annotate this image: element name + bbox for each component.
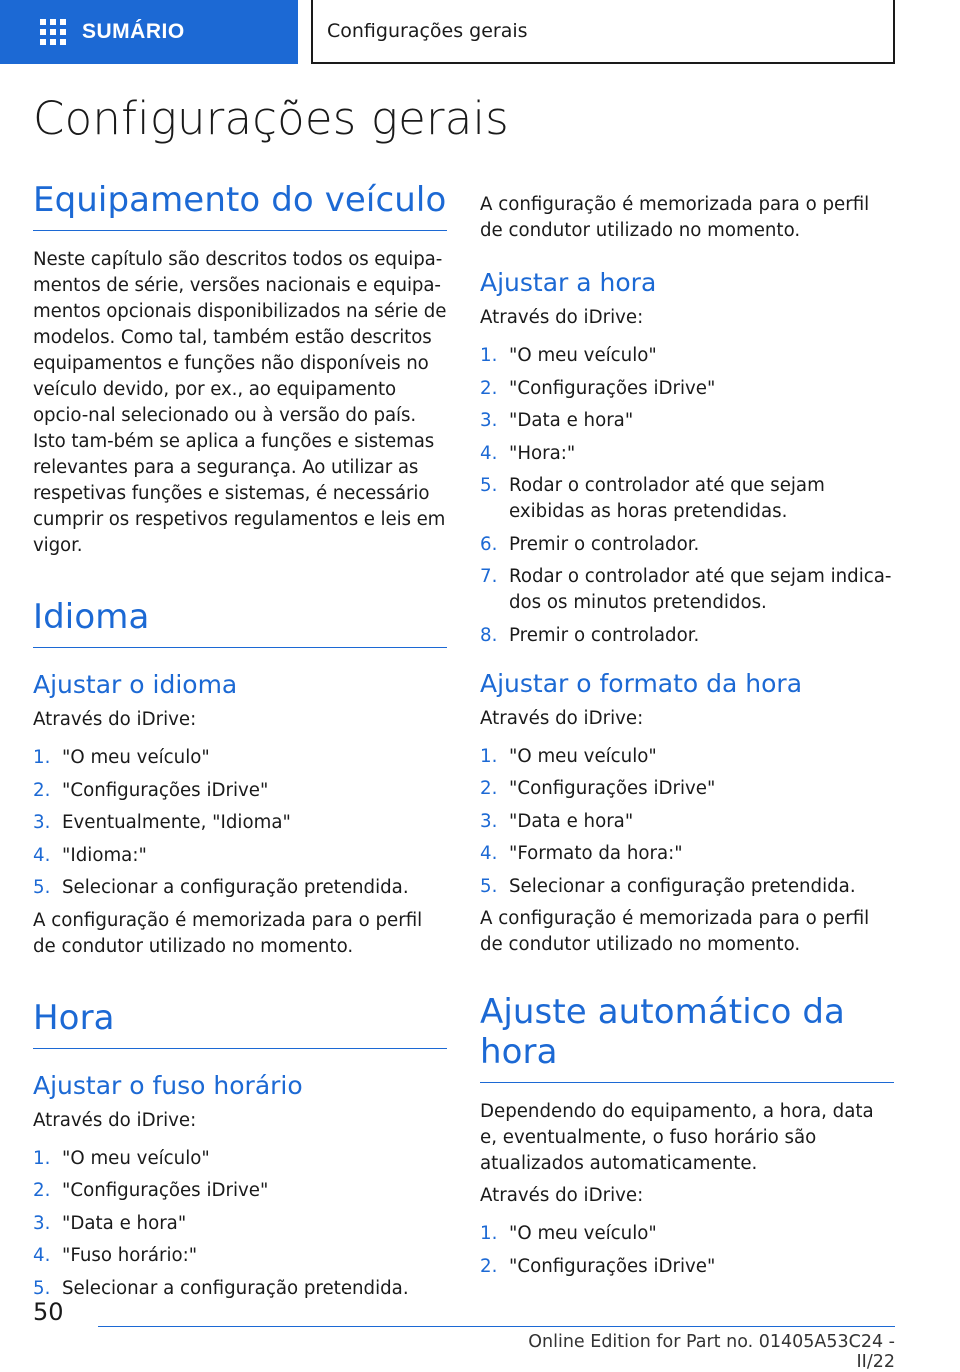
step-text: "Data e hora" [62,1212,187,1234]
step-number: 2. [480,377,498,399]
step-text: Premir o controlador. [509,624,700,646]
step-number: 5. [33,877,51,898]
step-number: 4. [33,1245,51,1266]
list-item [33,1178,447,1204]
heading-hora: Hora [33,998,447,1049]
fuso-steps [33,1146,447,1302]
step-number: 2. [33,779,51,801]
step-text: "Configurações iDrive" [509,778,716,799]
formato-steps [480,744,894,900]
edition-text: Online Edition for Part no. 01405A53C24 - II/22 [528,1332,895,1372]
list-item [480,564,894,616]
list-item [33,1146,447,1172]
step-number: 2. [480,778,498,799]
step-text: "O meu veículo" [509,1223,657,1244]
page-title: Configurações gerais [33,92,509,145]
step-number: 3. [33,1212,51,1234]
list-item [480,1254,894,1280]
step-text: "O meu veículo" [62,1147,210,1169]
footer-divider [98,1326,895,1327]
step-text: "O meu veículo" [509,345,657,366]
heading-idioma: Idioma [33,597,447,648]
step-text: "Configurações iDrive" [62,779,269,801]
list-item [480,343,894,369]
idioma-note: A configuração é memorizada para o perfil de condutor utilizado no momento. [33,909,423,957]
idioma-intro: Através do iDrive: [33,709,197,730]
step-number: 1. [480,345,498,366]
list-item [480,776,894,802]
heading-equipamento: Equipamento do veículo [33,180,447,231]
list-item [33,875,447,901]
step-number: 1. [480,1223,498,1244]
step-number: 7. [480,566,498,587]
formato-intro: Através do iDrive: [480,707,644,729]
step-text: "Configurações iDrive" [509,377,716,399]
list-item [33,843,447,869]
step-text: "Formato da hora:" [509,843,683,864]
step-text: "Idioma:" [62,844,147,866]
right-column [480,192,894,1286]
step-number: 2. [480,1255,498,1277]
step-number: 3. [480,410,498,431]
step-text: "Configurações iDrive" [509,1255,716,1277]
subheading-ajustar-hora: Ajustar a hora [480,268,657,297]
step-number: 8. [480,624,498,646]
list-item [480,532,894,558]
formato-note: A configuração é memorizada para o perfil de condutor utilizado no momento. [480,908,870,955]
list-item [33,1276,447,1302]
idioma-steps [33,745,447,901]
step-text: Premir o controlador. [509,533,700,555]
subheading-ajustar-idioma: Ajustar o idioma [33,670,238,699]
automatico-intro: Através do iDrive: [480,1185,644,1206]
list-item [480,441,894,467]
heading-ajuste-automatico: Ajuste automático da hora [480,992,894,1083]
step-number: 5. [480,475,498,496]
step-text: Rodar o controlador até que sejam exibidas as horas pretendidas. [509,475,825,522]
step-text: "Data e hora" [509,810,634,832]
list-item [33,810,447,836]
list-item [480,473,894,525]
step-text: "Data e hora" [509,410,634,431]
left-column [33,180,447,1308]
step-number: 2. [33,1180,51,1201]
subheading-fuso-horario: Ajustar o fuso horário [33,1070,303,1100]
list-item [480,1221,894,1247]
step-number: 6. [480,533,498,555]
section-tab[interactable]: Configurações gerais [311,0,895,64]
hora-intro: Através do iDrive: [33,1109,197,1131]
step-text: "Hora:" [509,442,576,464]
step-number: 3. [480,810,498,832]
step-number: 5. [480,875,498,897]
step-text: "O meu veículo" [62,747,210,768]
page-number: 50 [33,1298,64,1326]
step-number: 4. [33,844,51,866]
step-text: Selecionar a configuração pretendida. [62,877,409,898]
step-text: "Fuso horário:" [62,1245,198,1266]
list-item [480,623,894,649]
list-item [480,376,894,402]
top-bar [0,0,960,66]
step-number: 1. [480,745,498,767]
list-item [33,745,447,771]
list-item [480,841,894,867]
list-item [33,1211,447,1237]
step-text: "Configurações iDrive" [62,1180,269,1201]
list-item [480,408,894,434]
list-item [480,809,894,835]
sumario-label: SUMÁRIO [82,20,185,43]
equipamento-paragraph: Neste capítulo são descritos todos os equipa-mentos de série, versões nacionais e equipa-mentos opcionais disponibilizados na série de modelos. Como tal, também estão descritos equipamentos e funções não disponíveis no veículo devido, por ex., ao equipamento opcio-nal selecionado ou à versão do país. Isto tam-bém se aplica a funções e sistemas relevantes para a segurança. Ao utilizar as respetivas funções e sistemas, é necessário cumprir os respetivos regulamentos e leis em vigor. [33,249,447,556]
step-text: Eventualmente, "Idioma" [62,812,291,833]
subheading-formato-hora: Ajustar o formato da hora [480,668,803,698]
step-number: 4. [480,843,498,864]
list-item [33,778,447,804]
step-number: 3. [33,812,51,833]
step-number: 4. [480,442,498,464]
automatico-paragraph: Dependendo do equipamento, a hora, data e, eventualmente, o fuso horário são atualizados automaticamente. [480,1101,874,1174]
list-item [33,1243,447,1269]
step-number: 1. [33,747,51,768]
step-number: 1. [33,1147,51,1169]
grid-icon [40,19,66,45]
step-number: 5. [33,1277,51,1299]
sumario-button[interactable] [0,0,298,64]
ajustar-hora-intro: Através do iDrive: [480,307,644,328]
list-item [480,874,894,900]
step-text: "O meu veículo" [509,745,657,767]
ajustar-hora-steps [480,343,894,649]
right-top-note: A configuração é memorizada para o perfil de condutor utilizado no momento. [480,194,870,241]
step-text: Selecionar a configuração pretendida. [62,1277,409,1299]
step-text: Rodar o controlador até que sejam indica-dos os minutos pretendidos. [509,566,892,613]
list-item [480,744,894,770]
step-text: Selecionar a configuração pretendida. [509,875,856,897]
automatico-steps [480,1221,894,1280]
